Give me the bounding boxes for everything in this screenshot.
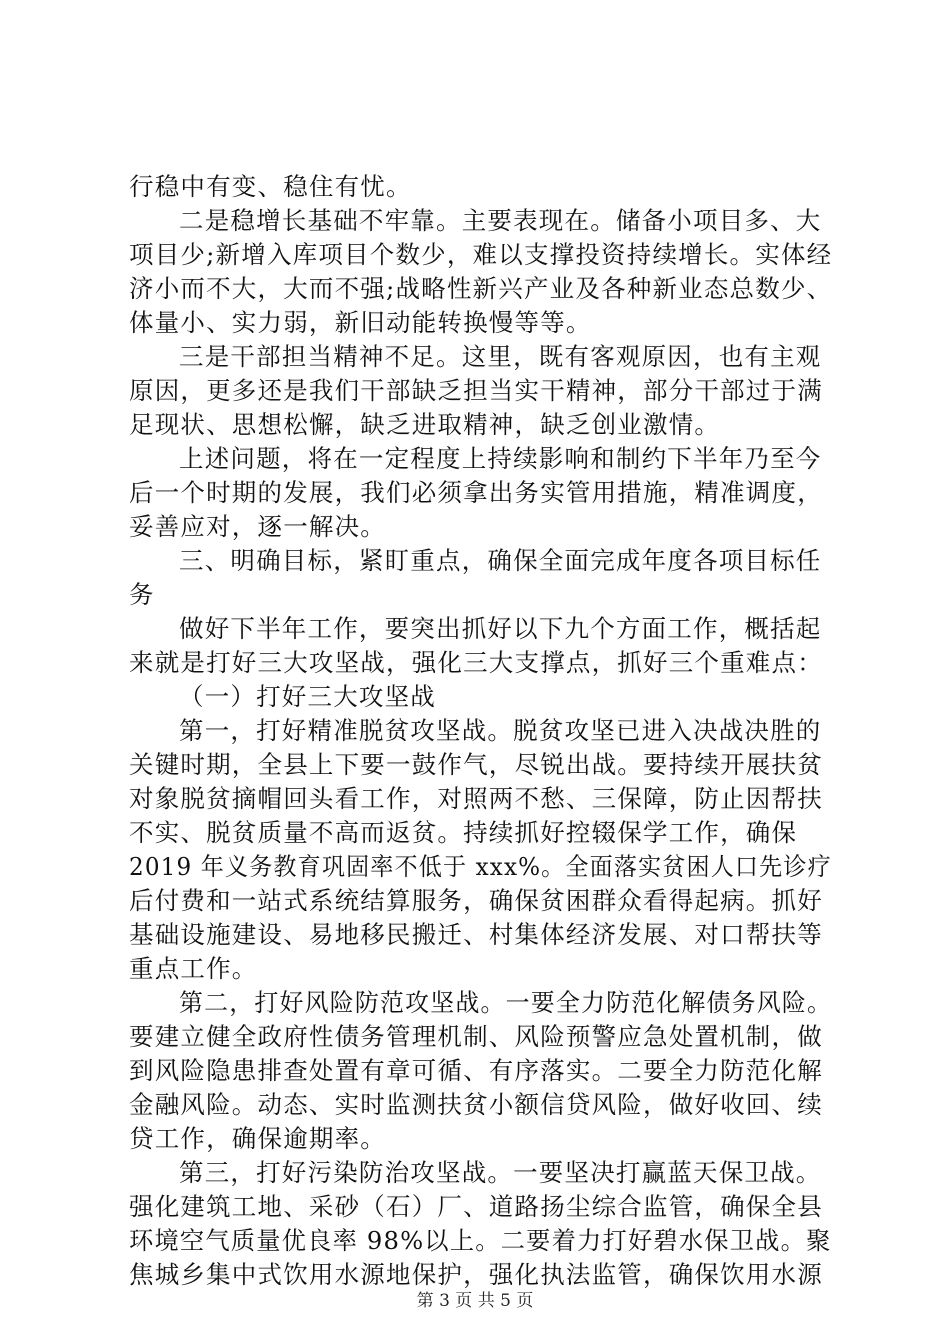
text-line: 关键时期，全县上下要一鼓作气，尽锐出战。要持续开展扶贫: [129, 750, 823, 779]
text-line: 原因，更多还是我们干部缺乏担当实干精神，部分干部过于满: [129, 376, 823, 405]
paragraph-third-battle: 第三，打好污染防治攻坚战。一要坚决打赢蓝天保卫战。: [179, 1158, 822, 1187]
paragraph-second-battle: 第二，打好风险防范攻坚战。一要全力防范化解债务风险。: [179, 988, 833, 1017]
text-line: 2019 年义务教育巩固率不低于 xxx%。全面落实贫困人口先诊疗: [129, 852, 832, 881]
paragraph-summary: 上述问题，将在一定程度上持续影响和制约下半年乃至今: [179, 444, 822, 473]
text-line: 重点工作。: [129, 954, 258, 983]
section-heading-three: 三、明确目标，紧盯重点，确保全面完成年度各项目标任: [179, 546, 822, 575]
text-line: 贷工作，确保逾期率。: [129, 1124, 386, 1153]
text-line: 要建立健全政府性债务管理机制、风险预警应急处置机制，做: [129, 1022, 823, 1051]
section-heading-continuation: 务: [129, 580, 155, 609]
paragraph-overview: 做好下半年工作，要突出抓好以下九个方面工作，概括起: [179, 614, 822, 643]
page-number-footer: 第 3 页 共 5 页: [416, 1291, 534, 1311]
text-line: 对象脱贫摘帽回头看工作，对照两不愁、三保障，防止因帮扶: [129, 784, 823, 813]
text-line: 强化建筑工地、采砂（石）厂、道路扬尘综合监管，确保全县: [129, 1192, 823, 1221]
text-line-continuation: 行稳中有变、稳住有忧。: [129, 172, 412, 201]
subsection-heading-one: （一）打好三大攻坚战: [179, 682, 436, 711]
text-line: 体量小、实力弱，新旧动能转换慢等等。: [129, 308, 592, 337]
text-line: 后付费和一站式系统结算服务，确保贫困群众看得起病。抓好: [129, 886, 823, 915]
text-line: 基础设施建设、易地移民搬迁、村集体经济发展、对口帮扶等: [129, 920, 823, 949]
text-line: 金融风险。动态、实时监测扶贫小额信贷风险，做好收回、续: [129, 1090, 823, 1119]
paragraph-problem-two: 二是稳增长基础不牢靠。主要表现在。储备小项目多、大: [179, 206, 822, 235]
text-line: 项目少;新增入库项目个数少，难以支撑投资持续增长。实体经: [129, 240, 833, 269]
text-line: 来就是打好三大攻坚战，强化三大支撑点，抓好三个重难点：: [129, 648, 823, 677]
text-line: 焦城乡集中式饮用水源地保护，强化执法监管，确保饮用水源: [129, 1260, 823, 1289]
text-line: 环境空气质量优良率 98%以上。二要着力打好碧水保卫战。聚: [129, 1226, 832, 1255]
text-line: 足现状、思想松懈，缺乏进取精神，缺乏创业激情。: [129, 410, 721, 439]
text-line: 后一个时期的发展，我们必须拿出务实管用措施，精准调度，: [129, 478, 823, 507]
text-line: 妥善应对，逐一解决。: [129, 512, 386, 541]
paragraph-problem-three: 三是干部担当精神不足。这里，既有客观原因，也有主观: [179, 342, 822, 371]
text-line: 不实、脱贫质量不高而返贫。持续抓好控辍保学工作，确保: [129, 818, 798, 847]
paragraph-first-battle: 第一，打好精准脱贫攻坚战。脱贫攻坚已进入决战决胜的: [179, 716, 822, 745]
text-line: 济小而不大，大而不强;战略性新兴产业及各种新业态总数少、: [129, 274, 833, 303]
text-line: 到风险隐患排查处置有章可循、有序落实。二要全力防范化解: [129, 1056, 823, 1085]
